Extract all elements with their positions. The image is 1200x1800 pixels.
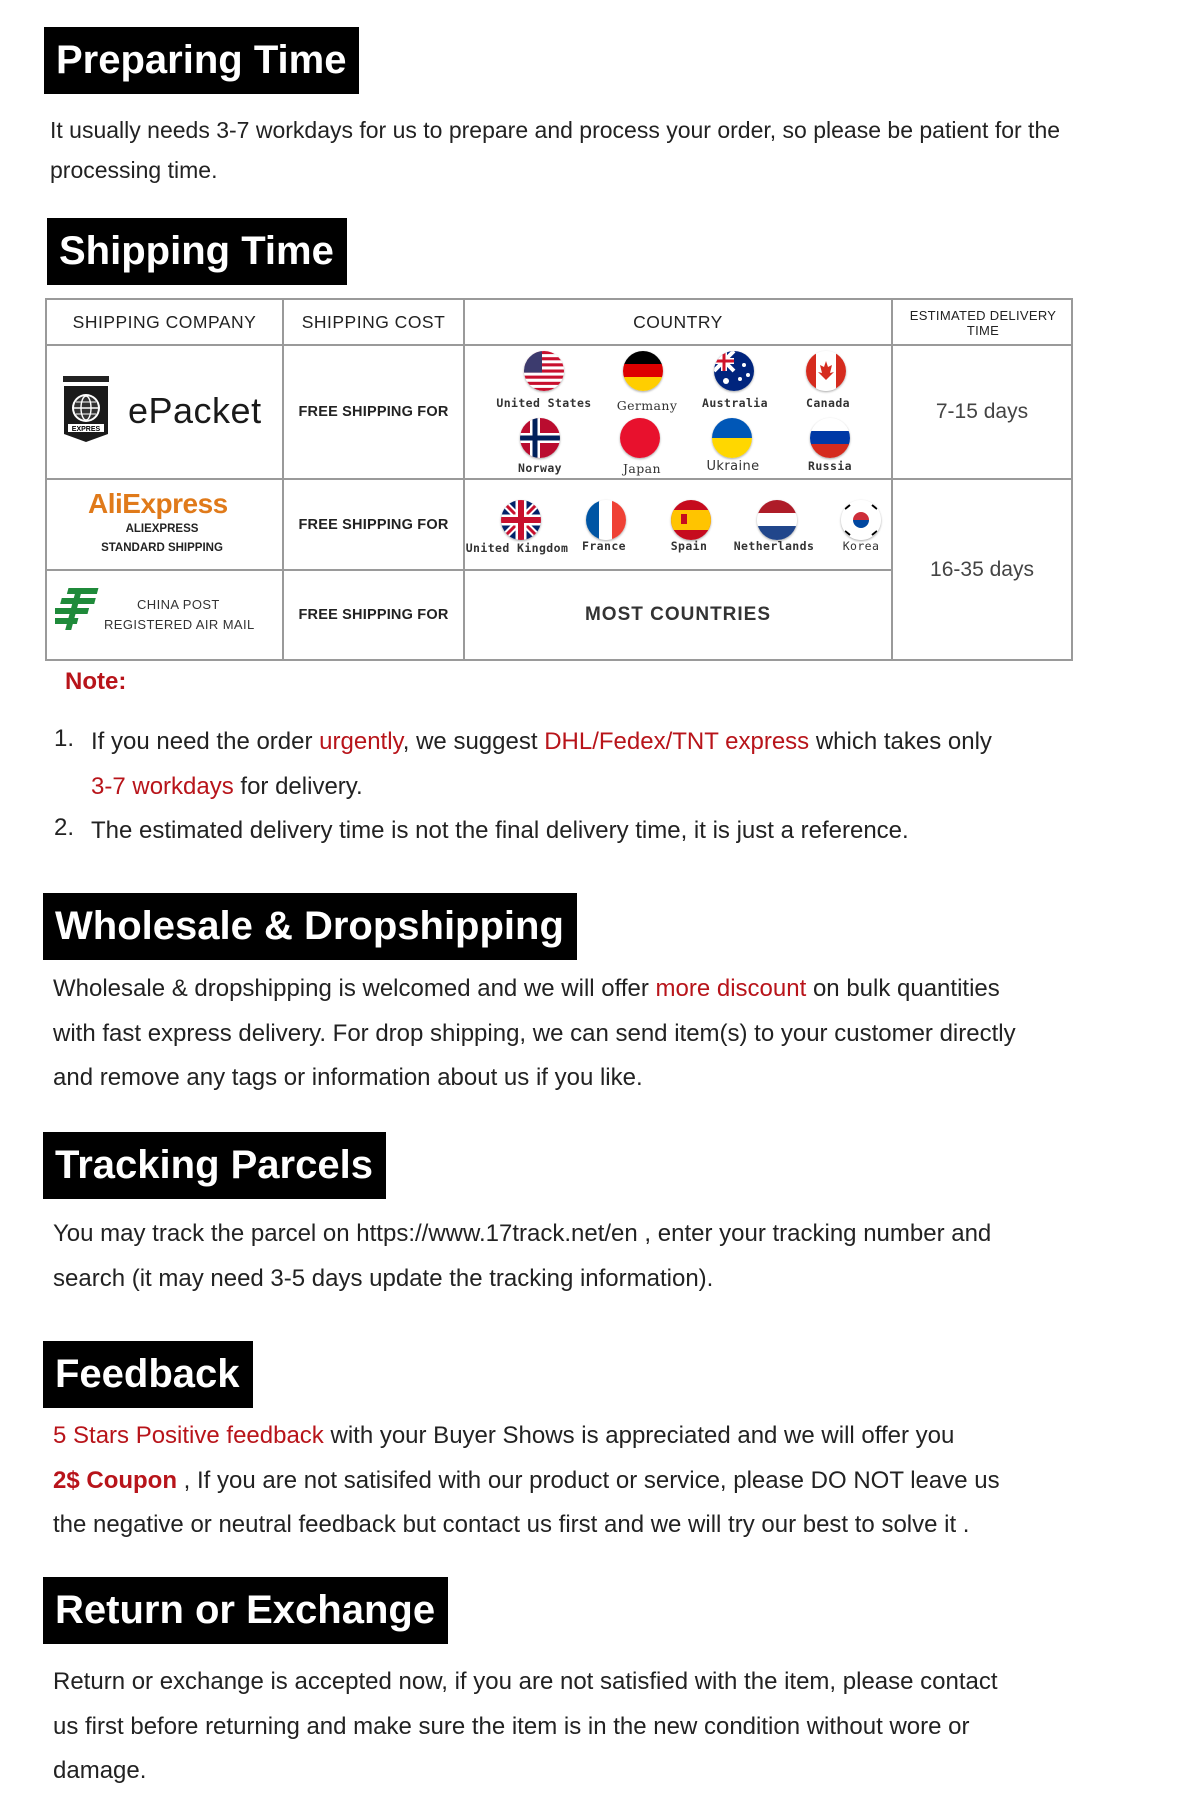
epacket-globe-icon — [61, 376, 111, 442]
preparing-time-text — [50, 110, 1060, 190]
return-line: us first before returning and make sure the item is in the new condition without wore or — [53, 1712, 970, 1740]
tracking-text — [53, 1212, 991, 1301]
country-label: Japan — [623, 461, 661, 476]
return-line: damage. — [53, 1757, 147, 1784]
most-countries-text: MOST COUNTRIES — [584, 604, 772, 625]
svg-text:EXPRES: EXPRES — [71, 426, 101, 433]
wholesale-line: on bulk quantities — [806, 975, 1000, 1002]
epacket-logo — [61, 376, 111, 442]
flag-united-kingdom-icon — [501, 500, 541, 540]
wholesale-line: with fast express delivery. For drop shipping, we can send item(s) to your customer directly — [53, 1019, 1016, 1047]
country-label: United States — [496, 396, 592, 410]
china-post-line-2: REGISTERED AIR MAIL — [104, 617, 255, 632]
feedback-text — [53, 1414, 1000, 1548]
header-country: COUNTRY — [633, 311, 723, 332]
note-highlight: 3-7 workdays — [91, 772, 234, 800]
header-shipping-cost: SHIPPING COST — [301, 311, 446, 332]
note-text: which takes only — [809, 728, 992, 755]
wholesale-heading: Wholesale & Dropshipping — [43, 893, 577, 960]
country-label: Spain — [670, 539, 708, 553]
country-label: Netherlands — [733, 539, 815, 553]
country-label: Ukraine — [706, 459, 760, 474]
delivery-time-epacket: 7-15 days — [935, 400, 1029, 423]
note-text: , we suggest — [402, 728, 545, 755]
feedback-line: with your Buyer Shows is appreciated and we will offer you — [323, 1422, 955, 1449]
return-heading: Return or Exchange — [43, 1577, 448, 1644]
country-label: Canada — [806, 396, 850, 410]
flag-germany-icon — [623, 351, 663, 391]
return-line: Return or exchange is accepted now, if you are not satisfied with the item, please contact — [53, 1668, 998, 1695]
note-text: for delivery. — [233, 772, 363, 800]
feedback-line: , If you are not satisifed with our product or service, please DO NOT leave us — [177, 1466, 1000, 1494]
shipping-time-heading: Shipping Time — [47, 218, 347, 285]
aliexpress-logo: AliExpress — [88, 488, 228, 519]
country-label: Russia — [808, 459, 852, 473]
preparing-line-2: processing time. — [50, 157, 218, 183]
aliexpress-sub-2: STANDARD SHIPPING — [101, 542, 223, 554]
flag-spain-icon — [671, 500, 711, 540]
note-text: If you need the order — [91, 728, 320, 755]
header-shipping-company: SHIPPING COMPANY — [72, 311, 257, 332]
preparing-time-heading: Preparing Time — [44, 27, 359, 94]
note-item-2-number: 2. — [54, 814, 75, 841]
aliexpress-sub-1: ALIEXPRESS — [125, 523, 199, 535]
china-post-line-1: CHINA POST — [137, 597, 220, 612]
country-label: France — [582, 539, 626, 553]
header-estimated-delivery: ESTIMATED DELIVERY TIME — [909, 308, 1057, 338]
note-highlight: urgently — [319, 728, 403, 755]
flag-canada-icon — [806, 351, 846, 391]
wholesale-line: Wholesale & dropshipping is welcomed and we will offer — [53, 975, 656, 1002]
coupon-highlight: 2$ Coupon — [53, 1466, 177, 1494]
flag-france-icon — [586, 500, 626, 540]
wholesale-text — [53, 967, 1016, 1101]
feedback-highlight: 5 Stars Positive feedback — [53, 1422, 324, 1449]
china-post-logo — [55, 586, 103, 632]
china-post-icon — [55, 586, 103, 632]
cost-cell-epacket: FREE SHIPPING FOR — [298, 404, 449, 420]
wholesale-highlight: more discount — [655, 975, 807, 1002]
flag-russia-icon — [810, 418, 850, 458]
wholesale-line: and remove any tags or information about us if you like. — [53, 1064, 643, 1091]
note-item-2: The estimated delivery time is not the final delivery time, it is just a reference. — [91, 817, 909, 844]
note-item-1-number: 1. — [54, 725, 75, 752]
delivery-time-aliexpress-chinapost: 16-35 days — [930, 557, 1034, 581]
country-label: Norway — [518, 461, 562, 475]
feedback-heading: Feedback — [43, 1341, 253, 1408]
tracking-heading: Tracking Parcels — [43, 1132, 386, 1199]
note-item-1 — [91, 720, 992, 809]
note-label: Note: — [65, 668, 127, 695]
flag-korea-icon — [841, 500, 881, 540]
country-label: Australia — [702, 396, 768, 410]
country-label: Germany — [616, 398, 678, 413]
flag-ukraine-icon — [712, 418, 752, 458]
return-text — [53, 1660, 998, 1794]
flag-netherlands-icon — [757, 500, 797, 540]
preparing-line-1: It usually needs 3-7 workdays for us to prepare and process your order, so please be patient for the — [50, 117, 1061, 143]
tracking-line: search (it may need 3-5 days update the tracking information). — [53, 1264, 714, 1292]
flag-norway-icon — [520, 418, 560, 458]
country-label: Korea — [842, 539, 880, 553]
flag-japan-icon — [620, 418, 660, 458]
cost-cell-aliexpress: FREE SHIPPING FOR — [298, 516, 449, 533]
flag-australia-icon — [714, 351, 754, 391]
cost-cell-china-post: FREE SHIPPING FOR — [298, 607, 449, 623]
country-label: United Kingdom — [465, 541, 569, 555]
flag-united-states-icon — [524, 351, 564, 391]
feedback-line: the negative or neutral feedback but contact us first and we will try our best to solve it . — [53, 1511, 970, 1538]
tracking-line: You may track the parcel on https://www.17track.net/en , enter your tracking number and — [53, 1220, 992, 1247]
note-highlight: DHL/Fedex/TNT express — [544, 728, 810, 755]
epacket-logo-text: ePacket — [128, 390, 262, 431]
